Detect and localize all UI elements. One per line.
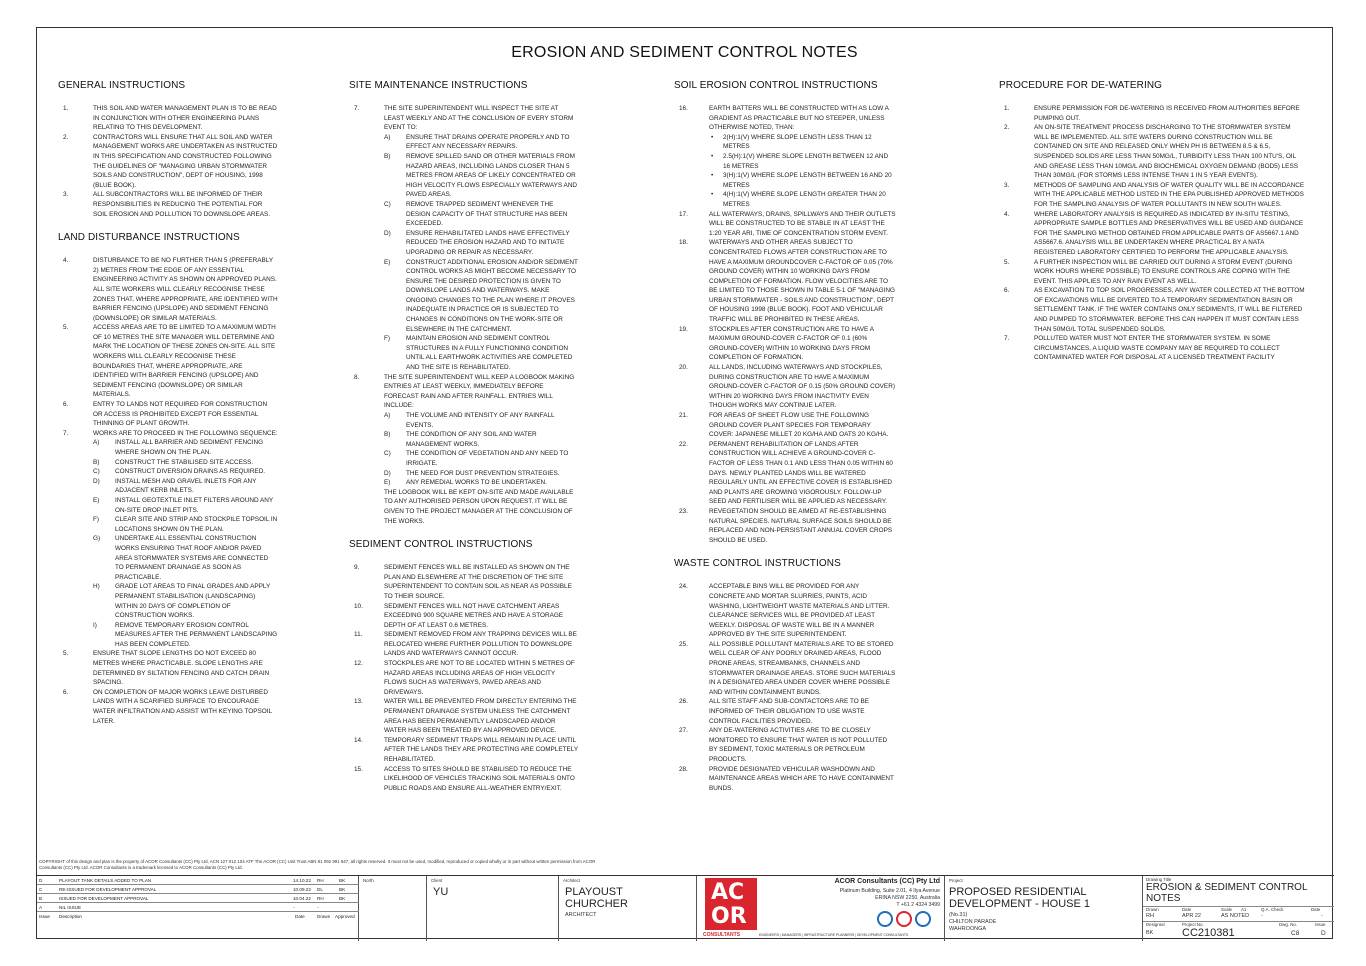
revision-issue: C bbox=[39, 887, 43, 892]
note-number: 23. bbox=[679, 507, 688, 515]
note-number: 13. bbox=[354, 698, 363, 706]
note-number: 5. bbox=[1004, 258, 1010, 266]
dewatering-heading: PROCEDURE FOR DE-WATERING bbox=[999, 80, 1163, 91]
note-text: ALL SITE STAFF AND SUB-CONTACTORS ARE TO BE INFORMED OF THEIR OBLIGATION TO USE WASTE CONTROL FACILITIES PROVIDED. bbox=[709, 698, 870, 725]
logo-top-text: AC bbox=[711, 880, 745, 905]
note-text: AS EXCAVATION TO TOP SOIL PROGRESSES, ANY WATER COLLECTED AT THE BOTTOM OF EXCAVATIONS WILL BE DIVERTED TO A TEMPORARY SEDIMENTATION BASIN OR SETTLEMENT TANK. IF THE WATER CONTAINS ONLY SEDIMENTS, IT WILL BE FILTERED AND PUMPED TO STORMWATER. BEFORE THIS CAN HAPPEN IT MUST CONTAIN LESS THAN 50MG/L TOTAL SUSPENDED SOLIDS. bbox=[1034, 287, 1305, 333]
note-text: ANY DE-WATERING ACTIVITIES ARE TO BE CLOSELY MONITORED TO ENSURE THAT WATER IS NOT POLLUTED BY SEDIMENT, TOXIC MATERIALS OR PETROLEUM PRODUCTS. bbox=[709, 727, 888, 763]
note-item bbox=[999, 123, 1305, 181]
note-bullet bbox=[709, 152, 896, 171]
note-sub-text: UNDERTAKE ALL ESSENTIAL CONSTRUCTION WORKS ENSURING THAT ROOF AND/OR PAVED AREA STORMWATER SYSTEMS ARE CONNECTED TO PERMANENT DRAINAGE AS SOON AS PRACTICABLE. bbox=[115, 535, 269, 581]
revision-date: 10.04.22 bbox=[293, 896, 311, 901]
note-bullet-text: 3(H):1(V) WHERE SLOPE LENGTH BETWEEN 16 AND 20 METRES bbox=[723, 172, 892, 189]
note-bullet-text: 4(H):1(V) WHERE SLOPE LENGTH GREATER THAN 20 METRES bbox=[723, 191, 886, 208]
logo-word: CONSULTANTS bbox=[703, 932, 741, 938]
note-sub-item bbox=[384, 449, 579, 468]
architect-line-3: ARCHITECT bbox=[565, 912, 597, 918]
note-item bbox=[58, 400, 278, 429]
note-sub-text: ENSURE THAT DRAINS OPERATE PROPERLY AND TO EFFECT ANY NECESSARY REPAIRS. bbox=[406, 133, 570, 151]
note-text: ALL WATERWAYS, DRAINS, SPILLWAYS AND THEIR OUTLETS WILL BE CONSTRUCTED TO BE STABLE IN AT LEAST THE 1:20 YEAR ARI, TIME OF CONCENTRATION STORM EVENT. bbox=[709, 210, 896, 237]
bullet-icon: • bbox=[711, 172, 714, 180]
revision-desc: NIL ISSUE bbox=[59, 905, 82, 910]
soil-list bbox=[674, 104, 896, 545]
note-sub-text: GRADE LOT AREAS TO FINAL GRADES AND APPLY PERMANENT STABILISATION (LANDSCAPING) WITHIN 20 DAYS OF COMPLETION OF CONSTRUCTION WORKS. bbox=[115, 583, 271, 620]
rev-header-approved: Approved bbox=[335, 914, 355, 919]
note-sub-letter: A) bbox=[93, 439, 100, 447]
consultant-box bbox=[697, 876, 945, 941]
note-number: 5. bbox=[63, 324, 69, 332]
note-item bbox=[58, 190, 278, 219]
maintenance-list bbox=[349, 104, 579, 526]
rev-header-issue: Issue bbox=[39, 914, 50, 919]
note-number: 5. bbox=[63, 650, 69, 658]
note-number: 25. bbox=[679, 640, 688, 648]
note-bullet bbox=[709, 171, 896, 190]
drawing-title-1: EROSION & SEDIMENT CONTROL bbox=[1146, 882, 1308, 893]
scale-sheet-size: A1 bbox=[1241, 907, 1247, 912]
note-sub-letter: C) bbox=[384, 450, 391, 458]
drawing-info-box bbox=[1143, 876, 1334, 941]
note-sub-letter: A) bbox=[384, 412, 391, 419]
note-sub-letter: B) bbox=[384, 152, 391, 160]
note-number: 1. bbox=[1004, 105, 1010, 112]
note-text: ENSURE PERMISSION FOR DE-WATERING IS RECEIVED FROM AUTHORITIES BEFORE PUMPING OUT. bbox=[1034, 105, 1300, 122]
project-line-1: PROPOSED RESIDENTIAL bbox=[949, 886, 1087, 898]
drawing-title-label: Drawing Title bbox=[1146, 877, 1172, 882]
note-item bbox=[674, 697, 896, 726]
revision-desc: PLAYOUT TANK DETAILS ADDED TO PLAN bbox=[59, 878, 152, 883]
note-sub-letter: D) bbox=[384, 469, 391, 477]
revision-drawn: RH bbox=[317, 896, 324, 901]
drawing-info-divider bbox=[1143, 906, 1334, 907]
note-sub-letter: E) bbox=[384, 258, 391, 266]
date-label: Date bbox=[1182, 907, 1192, 912]
note-sub-item bbox=[384, 152, 579, 200]
company-address-1: Platinum Building, Suite 2.01, 4 Ilya Avenue bbox=[839, 888, 940, 894]
note-text: STOCKPILES ARE NOT TO BE LOCATED WITHIN 5 METRES OF HAZARD AREAS INCLUDING AREAS OF HIGH VELOCITY FLOWS SUCH AS WATERWAYS, PAVED AREAS AND DRIVEWAYS. bbox=[384, 660, 575, 696]
note-number: 1. bbox=[63, 105, 69, 112]
note-sub-item bbox=[93, 621, 278, 650]
note-sub-text: INSTALL ALL BARRIER AND SEDIMENT FENCING WHERE SHOWN ON THE PLAN. bbox=[115, 439, 264, 456]
project-line-5: WAHROONGA bbox=[949, 926, 987, 932]
note-sub-text: ENSURE REHABILITATED LANDS HAVE EFFECTIVELY REDUCED THE EROSION HAZARD AND TO INITIATE UPGRADING OR REPAIR AS NECESSARY. bbox=[406, 229, 570, 256]
note-sub-letter: F) bbox=[93, 516, 100, 524]
note-item bbox=[349, 602, 579, 631]
note-number: 6. bbox=[1004, 287, 1010, 295]
note-item bbox=[58, 323, 278, 400]
note-item bbox=[999, 181, 1305, 210]
note-item bbox=[674, 765, 896, 794]
note-number: 16. bbox=[679, 105, 688, 112]
note-text: METHODS OF SAMPLING AND ANALYSIS OF WATER QUALITY WILL BE IN ACCORDANCE WITH THE APPLICABLE METHOD LISTED IN THE EPA PUBLISHED APPROVED METHODS FOR THE SAMPLING ANALYSIS OF WATER POLLUTANTS IN NEW SOUTH WALES. bbox=[1034, 181, 1305, 208]
revision-header-row bbox=[37, 912, 359, 921]
note-item bbox=[674, 238, 896, 324]
note-number: 7. bbox=[1004, 335, 1010, 343]
note-trailing-text: THE LOGBOOK WILL BE KEPT ON-SITE AND MADE AVAILABLE TO ANY AUTHORISED PERSON UPON REQUEST. IT WILL BE GIVEN TO THE PROJECT MANAGER AT THE CONCLUSION OF THE WORKS. bbox=[384, 488, 574, 525]
revision-issue: B bbox=[39, 896, 43, 901]
note-item bbox=[674, 363, 896, 411]
note-sub-item bbox=[384, 334, 579, 372]
company-address-2: ERINA NSW 2250, Australia bbox=[875, 895, 940, 901]
note-text: ALL LANDS, INCLUDING WATERWAYS AND STOCKPILES, DURING CONSTRUCTION ARE TO HAVE A MAXIMUM GROUND-COVER C-FACTOR OF 0.15 (50% GROUND COVER) WITHIN 20 WORKING DAYS FROM INACTIVITY EVEN THOUGH WORKS MAY CONTINUE LATER. bbox=[709, 364, 895, 410]
note-item bbox=[674, 582, 896, 640]
revision-desc: RE-ISSUED FOR DEVELOPMENT APPROVAL bbox=[59, 887, 157, 892]
sediment-heading: SEDIMENT CONTROL INSTRUCTIONS bbox=[349, 539, 533, 551]
column-2 bbox=[349, 80, 579, 793]
note-text: TEMPORARY SEDIMENT TRAPS WILL REMAIN IN PLACE UNTIL AFTER THE LANDS THEY ARE PROTECTING ARE COMPLETELY REHABILITATED. bbox=[384, 736, 579, 763]
note-sub-letter: E) bbox=[384, 479, 391, 487]
title-block bbox=[37, 875, 1334, 940]
note-sub-letter: B) bbox=[384, 431, 391, 439]
column-1 bbox=[58, 80, 278, 726]
client-name: YU bbox=[433, 886, 449, 898]
revision-drawn: DL bbox=[317, 887, 323, 892]
architect-line-1: PLAYOUST bbox=[565, 886, 623, 898]
note-sub-text: ANY REMEDIAL WORKS TO BE UNDERTAKEN. bbox=[406, 479, 547, 487]
note-text: WHERE LABORATORY ANALYSIS IS REQUIRED AS INDICATED BY IN-SITU TESTING, APPROPRIATE SAMPLE BOTTLES AND PRESERVATIVES WILL BE USED AND GUIDANCE FOR THE SAMPLING METHOD OBTAINED FROM APPLICABLE PARTS OF AS5667.1 AND AS5667.6. ANALYSIS WILL BE UNDERTAKEN WHERE PRACTICAL BY A NATA REGISTERED LABORATORY CERTIFIED TO PERFORM THE APPLICABLE ANALYSIS. bbox=[1034, 210, 1304, 256]
note-sub-item bbox=[93, 477, 278, 496]
client-box bbox=[427, 876, 559, 941]
company-name: ACOR Consultants (CC) Pty Ltd bbox=[834, 878, 940, 885]
note-sub-text: CONSTRUCT THE STABILISED SITE ACCESS. bbox=[115, 458, 254, 466]
note-item bbox=[349, 765, 579, 794]
note-number: 12. bbox=[354, 660, 363, 668]
architect-label: Architect bbox=[563, 878, 581, 883]
revision-approved: BK bbox=[339, 896, 346, 901]
architect-line-2: CHURCHER bbox=[565, 898, 628, 910]
rev-header-desc: Description bbox=[59, 914, 82, 919]
revision-approved: BK bbox=[339, 887, 346, 892]
note-text: ENTRY TO LANDS NOT REQUIRED FOR CONSTRUCTION OR ACCESS IS PROHIBITED EXCEPT FOR ESSENTIAL THINNING OF PLANT GROWTH. bbox=[93, 401, 268, 428]
note-number: 27. bbox=[679, 727, 688, 735]
note-number: 14. bbox=[354, 736, 363, 744]
note-text: WATER WILL BE PREVENTED FROM DIRECTLY ENTERING THE PERMANENT DRAINAGE SYSTEM UNLESS THE CATCHMENT AREA HAS BEEN PERMANENTLY LANDSCAPED AND/OR WATER HAS BEEN TREATED BY AN APPROVED DEVICE. bbox=[384, 698, 577, 735]
dewatering-list bbox=[999, 104, 1305, 363]
column-3 bbox=[674, 80, 896, 793]
note-number: 10. bbox=[354, 602, 363, 610]
note-text: A FURTHER INSPECTION WILL BE CARRIED OUT DURING A STORM EVENT (DURING WORK HOURS WHERE POSSIBLE) TO ENSURE CONTROLS ARE COPING WITH THE EVENT. THIS APPLIES TO ANY RAIN EVENT AS WELL. bbox=[1034, 258, 1293, 285]
note-number: 15. bbox=[354, 765, 363, 773]
scale-value: AS NOTED bbox=[1221, 913, 1250, 919]
note-number: 6. bbox=[63, 688, 69, 696]
note-sub-letter: C) bbox=[384, 200, 391, 208]
note-item bbox=[999, 210, 1305, 258]
note-item bbox=[674, 210, 896, 239]
drawing-sheet bbox=[36, 27, 1333, 939]
architect-box bbox=[559, 876, 697, 941]
note-sub-text: INSTALL GEOTEXTILE INLET FILTERS AROUND ANY ON-SITE DROP INLET PITS. bbox=[115, 496, 274, 514]
revision-date: 14.10.22 bbox=[293, 878, 311, 883]
note-bullet-text: 2(H):1(V) WHERE SLOPE LENGTH LESS THAN 12 METRES bbox=[723, 133, 872, 151]
note-sub-letter: H) bbox=[93, 583, 100, 591]
note-item bbox=[349, 659, 579, 697]
revision-issue: A bbox=[39, 905, 43, 910]
rev-header-drawn: Drawn bbox=[317, 914, 331, 919]
note-sub-item bbox=[93, 467, 278, 477]
note-text: WORKS ARE TO PROCEED IN THE FOLLOWING SEQUENCE: bbox=[93, 429, 278, 437]
note-sub-letter: D) bbox=[384, 229, 391, 237]
note-item bbox=[674, 325, 896, 363]
note-text: ACCESS AREAS ARE TO BE LIMITED TO A MAXIMUM WIDTH OF 10 METRES THE SITE MANAGER WILL DETERMINE AND MARK THE LOCATION OF THESE ZONES ON-SITE. ALL SITE WORKERS WILL CLEARLY RECOGNISE THESE BOUNDARIES THAT, WHERE APPROPRIATE, ARE IDENTIFIED WITH BARRIER FENCING (UPSLOPE) AND SEDIMENT FENCING (DOWNSLOPE) OR SIMILAR MATERIALS. bbox=[93, 324, 276, 399]
revision-date: - bbox=[293, 905, 295, 910]
note-number: 4. bbox=[1004, 210, 1010, 218]
note-sub-item bbox=[384, 478, 579, 488]
note-sub-item bbox=[384, 411, 579, 430]
designed-value: BK bbox=[1146, 930, 1154, 936]
note-sub-text: CLEAR SITE AND STRIP AND STOCKPILE TOPSOIL IN LOCATIONS SHOWN ON THE PLAN. bbox=[115, 516, 278, 533]
date-value: APR 22 bbox=[1182, 913, 1201, 919]
note-sub-item bbox=[93, 496, 278, 515]
note-number: 22. bbox=[679, 440, 688, 448]
note-sub-text: INSTALL MESH AND GRAVEL INLETS FOR ANY ADJACENT KERB INLETS. bbox=[115, 477, 257, 495]
note-item bbox=[349, 373, 579, 488]
note-item bbox=[349, 630, 579, 659]
note-number: 3. bbox=[63, 191, 69, 199]
revision-table bbox=[37, 876, 359, 941]
revision-approved: BK bbox=[339, 878, 346, 883]
note-item bbox=[674, 411, 896, 440]
dwg-no-label: Dwg. No. bbox=[1279, 922, 1298, 927]
note-item bbox=[58, 104, 278, 133]
note-item bbox=[999, 104, 1305, 123]
revision-desc: ISSUED FOR DEVELOPMENT APPROVAL bbox=[59, 896, 149, 901]
issue-label: Issue bbox=[1315, 922, 1326, 927]
general-list bbox=[58, 104, 278, 219]
acor-logo bbox=[705, 878, 757, 930]
note-sub-item bbox=[384, 200, 579, 229]
qa-value: - bbox=[1261, 913, 1263, 919]
note-number: 17. bbox=[679, 210, 688, 218]
note-number: 7. bbox=[63, 429, 69, 437]
note-number: 6. bbox=[63, 401, 69, 409]
note-text: PERMANENT REHABILITATION OF LANDS AFTER CONSTRUCTION WILL ACHIEVE A GROUND-COVER C-FACTOR OF LESS THAN 0.1 AND LESS THAN 0.05 WITHIN 60 DAYS. NEWLY PLANTED LANDS WILL BE WATERED REGULARLY UNTIL AN EFFECTIVE COVER IS ESTABLISHED AND PLANTS ARE GROWING VIGOROUSLY. FOLLOW-UP SEED AND FERTILISER WILL BE APPLIED AS NECESSARY. bbox=[709, 440, 893, 506]
note-text: WATERWAYS AND OTHER AREAS SUBJECT TO CONCENTRATED FLOWS AFTER CONSTRUCTION ARE TO HAVE A MAXIMUM GROUNDCOVER C-FACTOR OF 0.05 (70% GROUND COVER) WITHIN 10 WORKING DAYS FROM COMPLETION OF FORMATION. FLOW VELOCITIES ARE TO BE LIMITED TO THOSE SHOWN IN TABLE 5-1 OF "MANAGING URBAN STORMWATER - SOILS AND CONSTRUCTION", DEPT OF HOUSING 1998 (BLUE BOOK). FOOT AND VEHICULAR TRAFFIC WILL BE PROHIBITED IN THESE AREAS. bbox=[709, 239, 895, 324]
project-label: Project bbox=[949, 878, 963, 883]
bullet-icon: • bbox=[711, 191, 714, 199]
project-line-3: (No.31) bbox=[949, 912, 968, 918]
drawing-info-divider-2 bbox=[1143, 921, 1334, 922]
note-sub-letter: A) bbox=[384, 133, 391, 141]
note-sub-item bbox=[384, 430, 579, 449]
note-text: STOCKPILES AFTER CONSTRUCTION ARE TO HAVE A MAXIMUM GROUND-COVER C-FACTOR OF 0.1 (60% GROUND-COVER) WITHIN 10 WORKING DAYS FROM COMPLETION OF FORMATION. bbox=[709, 325, 874, 362]
note-text: REVEGETATION SHOULD BE AIMED AT RE-ESTABLISHING NATURAL SPECIES. NATURAL SURFACE SOILS SHOULD BE REPLACED AND NON-PERSISTANT ANNUAL COVER CROPS SHOULD BE USED. bbox=[709, 507, 893, 544]
note-text: DISTURBANCE TO BE NO FURTHER THAN 5 (PREFERABLY 2) METRES FROM THE EDGE OF ANY ESSENTIAL ENGINEERING ACTIVITY AS SHOWN ON APPROVED PLANS. ALL SITE WORKERS WILL CLEARLY RECOGNISE THESE ZONES THAT, WHERE APPROPRIATE, ARE IDENTIFIED WITH BARRIER FENCING (UPSLOPE) AND SEDIMENT FENCING (DOWNSLOPE) OR SIMILAR MATERIALS. bbox=[93, 257, 278, 322]
note-sub-item bbox=[93, 438, 278, 457]
note-sub-text: MAINTAIN EROSION AND SEDIMENT CONTROL STRUCTURES IN A FULLY FUNCTIONING CONDITION UNTIL ALL EARTHWORK ACTIVITIES ARE COMPLETED AND THE SITE IS REHABILITATED. bbox=[406, 335, 573, 372]
note-sub-text: CONSTRUCT ADDITIONAL EROSION AND/OR SEDIMENT CONTROL WORKS AS MIGHT BECOME NECESSARY TO ENSURE THE DESIRED PROTECTION IS GIVEN TO DOWNSLOPE LANDS AND WATERWAYS. MAKE ONGOING CHANGES TO THE PLAN WHERE IT PROVES INADEQUATE IN PRACTICE OR IS SUBJECTED TO CHANGES IN CONDITIONS ON THE WORK-SITE OR ELSEWHERE IN THE CATCHMENT. bbox=[406, 258, 578, 333]
company-phone: T +61 2 4324 3499 bbox=[896, 902, 940, 908]
note-item bbox=[999, 334, 1305, 363]
general-heading: GENERAL INSTRUCTIONS bbox=[58, 80, 186, 91]
note-text: FOR AREAS OF SHEET FLOW USE THE FOLLOWING GROUND COVER PLANT SPECIES FOR TEMPORARY COVER: JAPANESE MILLET 20 KG/HA AND OATS 20 KG/HA. bbox=[709, 412, 889, 439]
note-sub-item bbox=[93, 582, 278, 620]
note-text: SEDIMENT FENCES WILL NOT HAVE CATCHMENT AREAS EXCEEDING 900 SQUARE METRES AND HAVE A STORAGE DEPTH OF AT LEAST 0.6 METRES. bbox=[384, 602, 564, 629]
note-sub-text: THE VOLUME AND INTENSITY OF ANY RAINFALL EVENTS. bbox=[406, 412, 555, 429]
drawing-title-2: NOTES bbox=[1146, 893, 1181, 904]
note-item bbox=[58, 688, 278, 726]
note-number: 2. bbox=[63, 133, 69, 141]
project-line-4: CHILTON PARADE bbox=[949, 919, 997, 925]
maintenance-heading: SITE MAINTENANCE INSTRUCTIONS bbox=[349, 80, 528, 91]
note-number: 19. bbox=[679, 325, 688, 333]
note-text: POLLUTED WATER MUST NOT ENTER THE STORMWATER SYSTEM. IN SOME CIRCUMSTANCES, A LIQUID WASTE COMPANY MAY BE REQUIRED TO COLLECT CONTAMINATED WATER FOR DISPOSAL AT A LICENSED TREATMENT FACILITY bbox=[1034, 335, 1280, 362]
note-sub-item bbox=[384, 133, 579, 152]
note-item bbox=[349, 736, 579, 765]
rev-header-date: Date bbox=[295, 914, 305, 919]
note-number: 20. bbox=[679, 364, 688, 372]
dwg-no-value: C8 bbox=[1291, 930, 1300, 937]
land-heading: LAND DISTURBANCE INSTRUCTIONS bbox=[58, 232, 240, 244]
note-text: ENSURE THAT SLOPE LENGTHS DO NOT EXCEED 80 METRES WHERE PRACTICABLE. SLOPE LENGTHS ARE DETERMINED BY SILTATION FENCING AND CATCH DRAIN SPACING. bbox=[93, 650, 270, 687]
copyright-notice: COPYRIGHT of this design and plan is the property of ACOR Consultants (CC) Pty Ltd, ACN 127 012 104 ATF The ACOR (CC) Unit Trust ABN 81 092 991 947, all rights reserved. It must not be used, modified, reproduced or copied wholly or in part without written permission from ACOR Consultants (CC) Pty Ltd. ACOR Consultants is a trademark licensed to ACOR Consultants (CC) Pty Ltd. bbox=[39, 859, 596, 870]
note-item bbox=[58, 649, 278, 687]
drawn-value: RH bbox=[1146, 913, 1154, 919]
note-item bbox=[999, 258, 1305, 287]
note-text: THIS SOIL AND WATER MANAGEMENT PLAN IS TO BE READ IN CONJUNCTION WITH OTHER ENGINEERING PLANS RELATING TO THIS DEVELOPMENT. bbox=[93, 105, 277, 132]
revision-issue: D bbox=[39, 878, 43, 883]
note-text: ACCEPTABLE BINS WILL BE PROVIDED FOR ANY CONCRETE AND MORTAR SLURRIES, PAINTS, ACID WASHING, LIGHTWEIGHT WASTE MATERIALS AND LITTER. CLEARANCE SERVICES WILL BE PROVIDED AT LEAST WEEKLY. DISPOSAL OF WASTE WILL BE IN A MANNER APPROVED BY THE SITE SUPERINTENDENT. bbox=[709, 583, 890, 639]
scale-label: Scale bbox=[1221, 907, 1232, 912]
note-sub-item bbox=[93, 515, 278, 534]
qa-label: Q.A. Check bbox=[1261, 907, 1284, 912]
note-item bbox=[674, 640, 896, 698]
note-item bbox=[674, 104, 896, 210]
note-sub-text: THE CONDITION OF VEGETATION AND ANY NEED TO IRRIGATE. bbox=[406, 450, 569, 467]
note-sub-text: REMOVE TRAPPED SEDIMENT WHENEVER THE DESIGN CAPACITY OF THAT STRUCTURE HAS BEEN EXCEEDED. bbox=[406, 200, 568, 228]
note-sub-text: THE CONDITION OF ANY SOIL AND WATER MANAGEMENT WORKS. bbox=[406, 431, 537, 448]
note-text: ON COMPLETION OF MAJOR WORKS LEAVE DISTURBED LANDS WITH A SCARIFIED SURFACE TO ENCOURAGE WATER INFILTRATION AND ASSIST WITH KEYING TOPSOIL LATER. bbox=[93, 688, 272, 725]
date-b-label: Date bbox=[1311, 907, 1321, 912]
note-text: THE SITE SUPERINTENDENT WILL KEEP A LOGBOOK MAKING ENTRIES AT LEAST WEEKLY, IMMEDIATELY BEFORE FORECAST RAIN AND AFTER RAINFALL. ENTRIES WILL INCLUDE: bbox=[384, 373, 575, 410]
note-item bbox=[349, 104, 579, 373]
note-sub-text: REMOVE TEMPORARY EROSION CONTROL MEASURES AFTER THE PERMANENT LANDSCAPING HAS BEEN COMPLETED. bbox=[115, 621, 278, 648]
sediment-list bbox=[349, 563, 579, 793]
note-sub-letter: D) bbox=[93, 477, 100, 485]
note-sub-letter: C) bbox=[93, 468, 100, 476]
land-list bbox=[58, 256, 278, 726]
note-item bbox=[58, 429, 278, 650]
note-bullet bbox=[709, 190, 896, 209]
note-item bbox=[349, 563, 579, 601]
note-text: AN ON-SITE TREATMENT PROCESS DISCHARGING TO THE STORMWATER SYSTEM WILL BE IMPLEMENTED. ALL SITE WATERS DURING CONSTRUCTION WILL BE CONTAINED ON SITE AND RELEASED ONLY WHEN PH IS BETWEEN 8.5 & 6.5, SUSPENDED SOLIDS ARE LESS THAN 50MG/L, TURBIDITY LESS THAN 100 NTU'S, OIL AND GREASE LESS THAN 10MG/L AND BIOCHEMICAL OXYGEN DEMAND (BOD5) LESS THAN 30MG/L (FOR STORMS LESS INTENSE THAN 1 IN 5 YEAR EVENTS). bbox=[1034, 124, 1298, 180]
note-number: 26. bbox=[679, 698, 688, 706]
revision-row bbox=[37, 876, 359, 885]
note-text: EARTH BATTERS WILL BE CONSTRUCTED WITH AS LOW A GRADIENT AS PRACTICABLE BUT NO STEEPER, UNLESS OTHERWISE NOTED, THAN: bbox=[709, 105, 889, 132]
note-item bbox=[674, 726, 896, 764]
project-box bbox=[945, 876, 1143, 941]
note-sub-item bbox=[93, 458, 278, 468]
note-text: ALL POSSIBLE POLLUTANT MATERIALS ARE TO BE STORED WELL CLEAR OF ANY POORLY DRAINED AREAS, FLOOD PRONE AREAS, STREAMBANKS, CHANNELS AND STORMWATER DRAINAGE AREAS. STORE SUCH MATERIALS IN A DESIGNATED AREA UNDER COVER WHERE POSSIBLE AND WITHIN CONTAINMENT BUNDS. bbox=[709, 640, 896, 696]
note-number: 7. bbox=[354, 105, 360, 112]
note-number: 18. bbox=[679, 239, 688, 247]
note-sub-text: CONSTRUCT DIVERSION DRAINS AS REQUIRED. bbox=[115, 468, 266, 476]
note-item bbox=[58, 256, 278, 323]
note-sub-item bbox=[93, 534, 278, 582]
revision-date: 10.09.22 bbox=[293, 887, 311, 892]
note-item bbox=[999, 286, 1305, 334]
note-number: 4. bbox=[63, 257, 69, 265]
north-box bbox=[359, 876, 427, 941]
waste-heading: WASTE CONTROL INSTRUCTIONS bbox=[674, 558, 841, 570]
note-sub-text: REMOVE SPILLED SAND OR OTHER MATERIALS FROM HAZARD AREAS, INCLUDING LANDS CLOSER THAN 5 METRES FROM AREAS OF LIKELY CONCENTRATED OR HIGH VELOCITY FLOWS ESPECIALLY WATERWAYS AND PAVED AREAS. bbox=[406, 152, 578, 199]
note-number: 21. bbox=[679, 412, 688, 419]
note-number: 28. bbox=[679, 765, 688, 773]
note-text: PROVIDE DESIGNATED VEHICULAR WASHDOWN AND MAINTENANCE AREAS WHICH ARE TO HAVE CONTAINMENT BUNDS. bbox=[709, 765, 894, 792]
date-b-value: - bbox=[1321, 913, 1323, 919]
note-item bbox=[58, 133, 278, 191]
note-text: SEDIMENT REMOVED FROM ANY TRAPPING DEVICES WILL BE RELOCATED WHERE FURTHER POLLUTION TO DOWNSLOPE LANDS AND WATERWAYS CANNOT OCCUR. bbox=[384, 631, 577, 658]
soil-heading: SOIL EROSION CONTROL INSTRUCTIONS bbox=[674, 80, 878, 91]
issue-value: D bbox=[1321, 930, 1326, 937]
project-no-label: Project No. bbox=[1182, 922, 1204, 927]
revision-row bbox=[37, 894, 359, 903]
note-sub-letter: B) bbox=[93, 458, 100, 466]
note-text: THE SITE SUPERINTENDENT WILL INSPECT THE SITE AT LEAST WEEKLY AND AT THE CONCLUSION OF EVERY STORM EVENT TO: bbox=[384, 105, 574, 132]
project-line-2: DEVELOPMENT - HOUSE 1 bbox=[949, 898, 1090, 910]
client-label: Client bbox=[431, 878, 443, 883]
accreditation-icons bbox=[877, 910, 937, 928]
drawn-label: Drawn bbox=[1146, 907, 1159, 912]
waste-list bbox=[674, 582, 896, 793]
note-bullet-text: 2.5(H):1(V) WHERE SLOPE LENGTH BETWEEN 12 AND 16 METRES bbox=[723, 152, 889, 170]
note-text: SEDIMENT FENCES WILL BE INSTALLED AS SHOWN ON THE PLAN AND ELSEWHERE AT THE DISCRETION OF THE SITE SUPERINTENDENT TO CONTAIN SOIL AS NEAR AS POSSIBLE TO THEIR SOURCE. bbox=[384, 564, 572, 600]
logo-bottom-text: OR bbox=[711, 904, 747, 929]
note-sub-letter: E) bbox=[93, 496, 100, 504]
note-number: 11. bbox=[354, 631, 363, 639]
column-4 bbox=[999, 80, 1305, 363]
note-number: 9. bbox=[354, 564, 360, 572]
note-sub-letter: F) bbox=[384, 335, 391, 343]
note-text: ALL SUBCONTRACTORS WILL BE INFORMED OF THEIR RESPONSIBILITIES IN REDUCING THE POTENTIAL FOR SOIL EROSION AND POLLUTION TO DOWNSLOPE AREAS. bbox=[93, 191, 271, 218]
note-number: 8. bbox=[354, 373, 360, 381]
note-item bbox=[674, 440, 896, 507]
bullet-icon: • bbox=[711, 152, 714, 160]
note-number: 24. bbox=[679, 583, 688, 591]
sheet-title: EROSION AND SEDIMENT CONTROL NOTES bbox=[511, 44, 858, 61]
note-sub-item bbox=[384, 258, 579, 335]
revision-row bbox=[37, 885, 359, 894]
note-bullet bbox=[709, 133, 896, 152]
note-text: CONTRACTORS WILL ENSURE THAT ALL SOIL AND WATER MANAGEMENT WORKS ARE UNDERTAKEN AS INSTRUCTED IN THIS SPECIFICATION AND CONSTRUCTED FOLLOWING THE GUIDELINES OF "MANAGING URBAN STORMWATER SOILS AND CONSTRUCTION", DEPT OF HOUSING, 1998 (BLUE BOOK). bbox=[93, 133, 278, 189]
note-item bbox=[674, 507, 896, 545]
north-label: North bbox=[363, 878, 374, 883]
note-sub-letter: I) bbox=[93, 621, 97, 629]
note-item bbox=[349, 697, 579, 735]
note-sub-item bbox=[384, 229, 579, 258]
revision-drawn: - bbox=[317, 905, 319, 910]
note-text: ACCESS TO SITES SHOULD BE STABILISED TO REDUCE THE LIKELIHOOD OF VEHICLES TRACKING SOIL MATERIALS ONTO PUBLIC ROADS AND ENSURE ALL-WEATHER ENTRY/EXIT. bbox=[384, 765, 575, 792]
revision-drawn: RH bbox=[317, 878, 324, 883]
bullet-icon: • bbox=[711, 133, 714, 141]
note-sub-text: THE NEED FOR DUST PREVENTION STRATEGIES. bbox=[406, 469, 560, 477]
note-number: 2. bbox=[1004, 124, 1010, 132]
note-number: 3. bbox=[1004, 181, 1010, 189]
logo-tagline: ENGINEERS | MANAGERS | INFRASTRUCTURE PLANNERS | DEVELOPMENT CONSULTANTS bbox=[759, 933, 909, 937]
note-sub-item bbox=[384, 469, 579, 479]
note-sub-letter: G) bbox=[93, 535, 101, 543]
revision-row bbox=[37, 903, 359, 912]
designed-label: Designed bbox=[1146, 922, 1165, 927]
project-no-value: CC210381 bbox=[1182, 927, 1235, 939]
